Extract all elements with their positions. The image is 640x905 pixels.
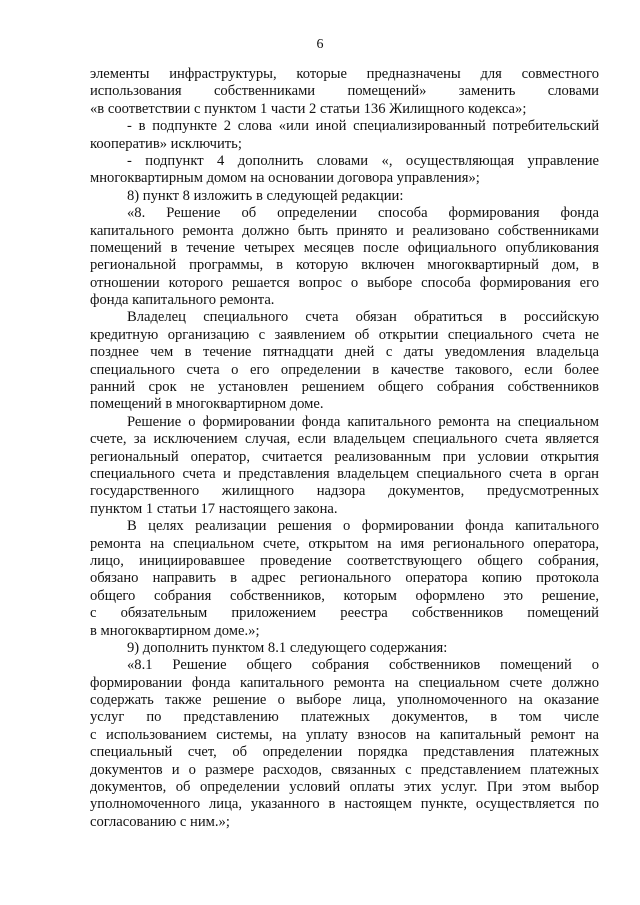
text-line: позднее чем в течение пятнадцати дней с даты уведомления владельца (90, 344, 599, 361)
text-line: общего собрания собственников, которым оформлено это решение, (90, 587, 599, 604)
text-line: «в соответствии с пунктом 1 части 2 статьи 136 Жилищного кодекса»; (90, 100, 527, 117)
text-line: специального счета и представления владельцем специального счета в орган (90, 465, 599, 482)
text-line: 9) дополнить пунктом 8.1 следующего содержания: (127, 639, 448, 656)
text-line: пунктом 1 статьи 17 настоящего закона. (90, 500, 338, 517)
text-line: отношении которого решается вопрос о выборе способа формирования его (90, 274, 599, 291)
text-line: ремонта на специальном счете, открытом на имя регионального оператора, (90, 535, 599, 552)
text-line: использования собственниками помещений» заменить словами (90, 83, 599, 100)
text-line: кооператив» исключить; (90, 135, 242, 152)
text-line: услуг по представлению платежных документов, в том числе (90, 709, 599, 726)
text-line: с обязательным приложением реестра собственников помещений (90, 605, 599, 622)
text-line: документов, об определении условий оплаты этих услуг. При этом выбор (90, 779, 599, 796)
text-line: кредитную организацию с заявлением об открытии специального счета не (90, 326, 599, 343)
text-line: документов и о размере расходов, связанных с представлением платежных (90, 761, 599, 778)
text-line: содержать также решение о выборе лица, уполномоченного на оказание (90, 692, 599, 709)
text-line: помещений в многоквартирном доме. (90, 396, 324, 413)
text-line: - подпункт 4 дополнить словами «, осуществляющая управление (127, 152, 599, 169)
text-line: Владелец специального счета обязан обратиться в российскую (127, 309, 599, 326)
text-line: многоквартирным домом на основании договора управления»; (90, 170, 480, 187)
text-line: уполномоченного лица, указанного в настоящем пункте, осуществляется по (90, 796, 599, 813)
text-line: формировании фонда капитального ремонта на специальном счете должно (90, 674, 599, 691)
text-line: «8.1 Решение общего собрания собственников помещений о (127, 657, 599, 674)
text-line: лицо, инициировавшее проведение соответствующего общего собрания, (90, 552, 599, 569)
text-line: Решение о формировании фонда капитального ремонта на специальном (127, 413, 599, 430)
text-line: - в подпункте 2 слова «или иной специализированный потребительский (127, 118, 599, 135)
text-line: специального счета о его определении в качестве такового, если более (90, 361, 599, 378)
text-line: В целях реализации решения о формировании фонда капитального (127, 518, 599, 535)
text-line: региональный оператор, считается реализованным при условии открытия (90, 448, 599, 465)
text-line: 8) пункт 8 изложить в следующей редакции: (127, 187, 404, 204)
text-line: капитального ремонта должно быть принято и реализовано собственниками (90, 222, 599, 239)
text-line: фонда капитального ремонта. (90, 292, 275, 309)
text-line: согласованию с ним.»; (90, 813, 230, 830)
text-line: обязано направить в адрес регионального оператора копию протокола (90, 570, 599, 587)
text-line: элементы инфраструктуры, которые предназначены для совместного (90, 66, 599, 82)
text-line: помещений в течение четырех месяцев после официального опубликования (90, 239, 599, 256)
document-text (90, 66, 599, 831)
text-line: в многоквартирном доме.»; (90, 622, 260, 639)
text-line: «8. Решение об определении способа формирования фонда (127, 205, 599, 222)
text-line: ранний срок не установлен решением общего собрания собственников (90, 379, 599, 396)
text-line: специальный счет, об определении порядка представления платежных (90, 744, 599, 761)
text-line: государственного жилищного надзора документов, предусмотренных (90, 483, 599, 500)
text-line: региональной программы, в которую включен многоквартирный дом, в (90, 257, 599, 274)
text-line: счете, за исключением случая, если владельцем специального счета является (90, 431, 599, 448)
page-number: 6 (316, 37, 324, 52)
text-line: с использованием системы, на уплату взносов на капитальный ремонт на (90, 726, 599, 743)
